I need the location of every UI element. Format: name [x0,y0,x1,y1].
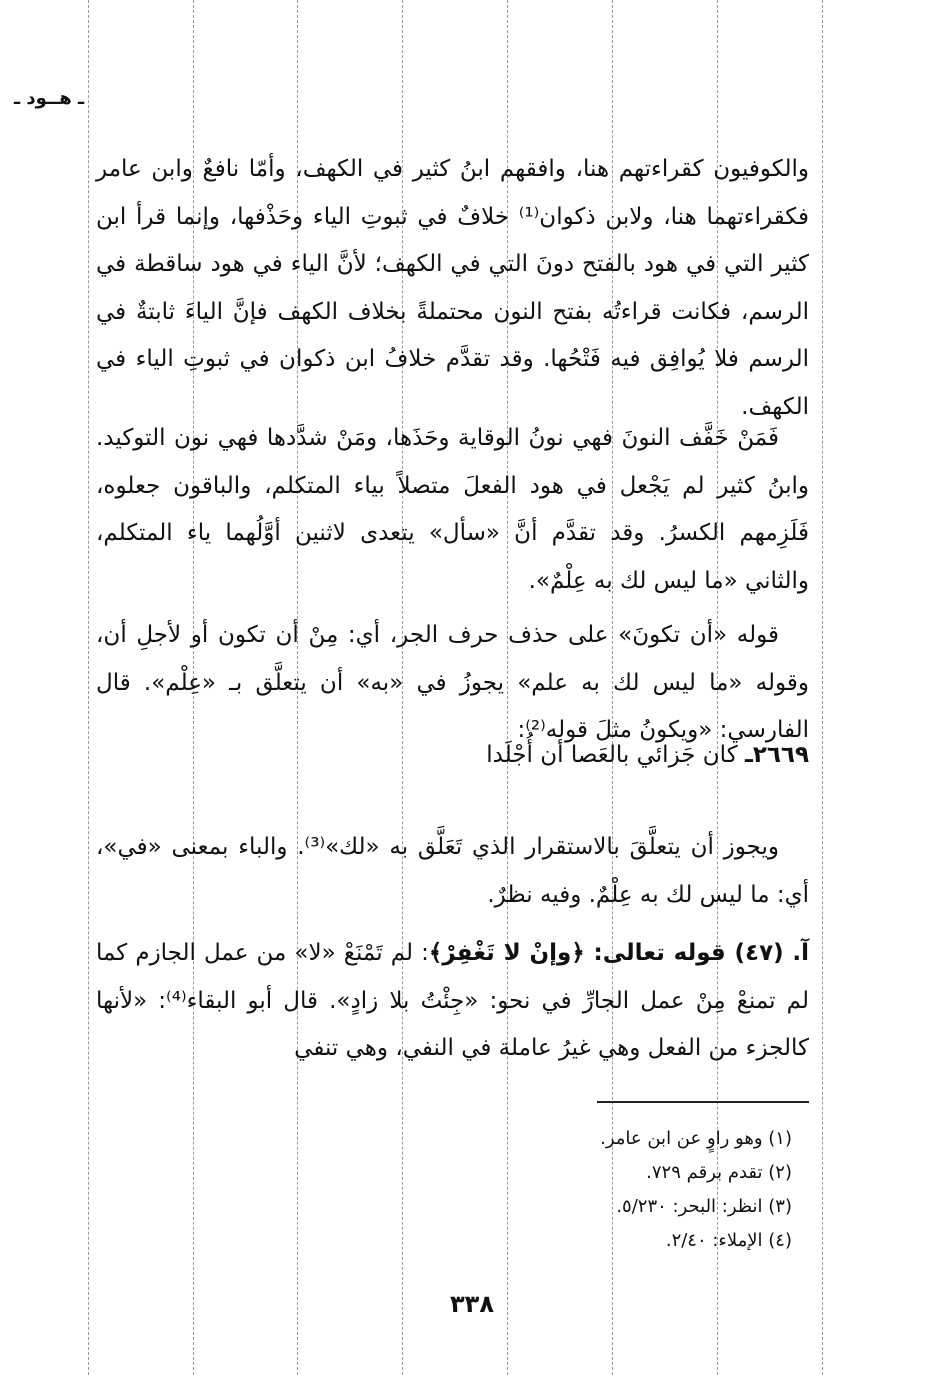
paragraph-5 [96,930,809,1073]
paragraph-2 [96,415,809,605]
verse-number: ٢٦٦٩ـ [744,742,809,768]
margin-guide-line [822,0,823,1375]
margin-guide-line [88,0,89,1375]
paragraph-3-text: قوله «أن تكونَ» على حذف حرف الجر، أي: مِنْ أن تكون أو لأجلِ أن، وقوله «ما ليس لك به علم» يجوزُ في «به» أن يتعلَّق بـ «عِلْم». قال الفارسي: «ويكونُ مثلَ قوله⁽²⁾: [96,622,809,743]
running-header: ـ هــود ـ [14,88,85,109]
paragraph-4 [96,824,809,919]
verse-text: كان جَزائي بالعَصا أن أُجْلَدا [486,742,738,768]
paragraph-4-text: ويجوز أن يتعلَّقَ بالاستقرار الذي تَعَلَّق به «لك»⁽³⁾. والباء بمعنى «في»، أي: ما ليس لك به عِلْمٌ. وفيه نظرٌ. [96,834,809,908]
paragraph-2-text: فَمَنْ خَفَّف النونَ فهي نونُ الوقاية وحَذَها، ومَنْ شدَّدها فهي نون التوكيد. وابنُ كثير لم يَجْعل في هود الفعلَ متصلاً بياء المتكلم، والباقون جعلوه، فَلَزِمهم الكسرُ. وقد تقدَّم أنَّ «سأل» يتعدى لاثنين أوَّلُهما ياء المتكلم، والثاني «ما ليس لك به عِلْمٌ». [96,425,809,594]
paragraph-1: والكوفيون كقراءتهم هنا، وافقهم ابنُ كثير في الكهف، وأمّا نافعٌ وابن عامر فكقراءتهما هنا، ولابن ذكوان⁽¹⁾ خلافٌ في ثبوتِ الياء وحَذْفها، وإنما قرأ ابن كثير التي في هود بالفتح دونَ التي في الكهف؛ لأنَّ الياء في هود ساقطة في الرسم، فكانت قراءتُه بفتح النون محتملةً بخلاف الكهف فإنَّ الياءَ ثابتةٌ في الرسم فلا يُوافِق فيه فَتْحُها. وقد تقدَّم خلافُ ابن ذكوان في ثبوتِ الياء في الكهف. [96,156,809,420]
footnote-item: (١) وهو راوٍ عن ابن عامر. [600,1128,792,1149]
footnote-item: (٢) تقدم برقم ٧٢٩. [646,1162,792,1183]
quran-verse-heading: آ. (٤٧) قوله تعالى: ﴿وإنْ لا تَغْفِرْ﴾ [428,940,810,966]
footnote-separator [597,1101,809,1103]
footnotes-list [420,1122,792,1258]
footnote-item: (٤) الإملاء: ٢/٤٠. [665,1230,792,1251]
poetry-verse [300,732,809,779]
paragraph-5-text: : لم تَمْنَعْ «لا» من عمل الجازم كما لم تمنعْ مِنْ عمل الجارِّ في نحو: «جِئْتُ بلا زادٍ». قال أبو البقاء⁽⁴⁾: «لأنها كالجزء من الفعل وهي غيرُ عاملة في النفي، وهي تنفي [96,940,809,1061]
page-number: ٣٣٨ [450,1290,494,1318]
footnote-item: (٣) انظر: البحر: ٥/٢٣٠. [616,1196,792,1217]
